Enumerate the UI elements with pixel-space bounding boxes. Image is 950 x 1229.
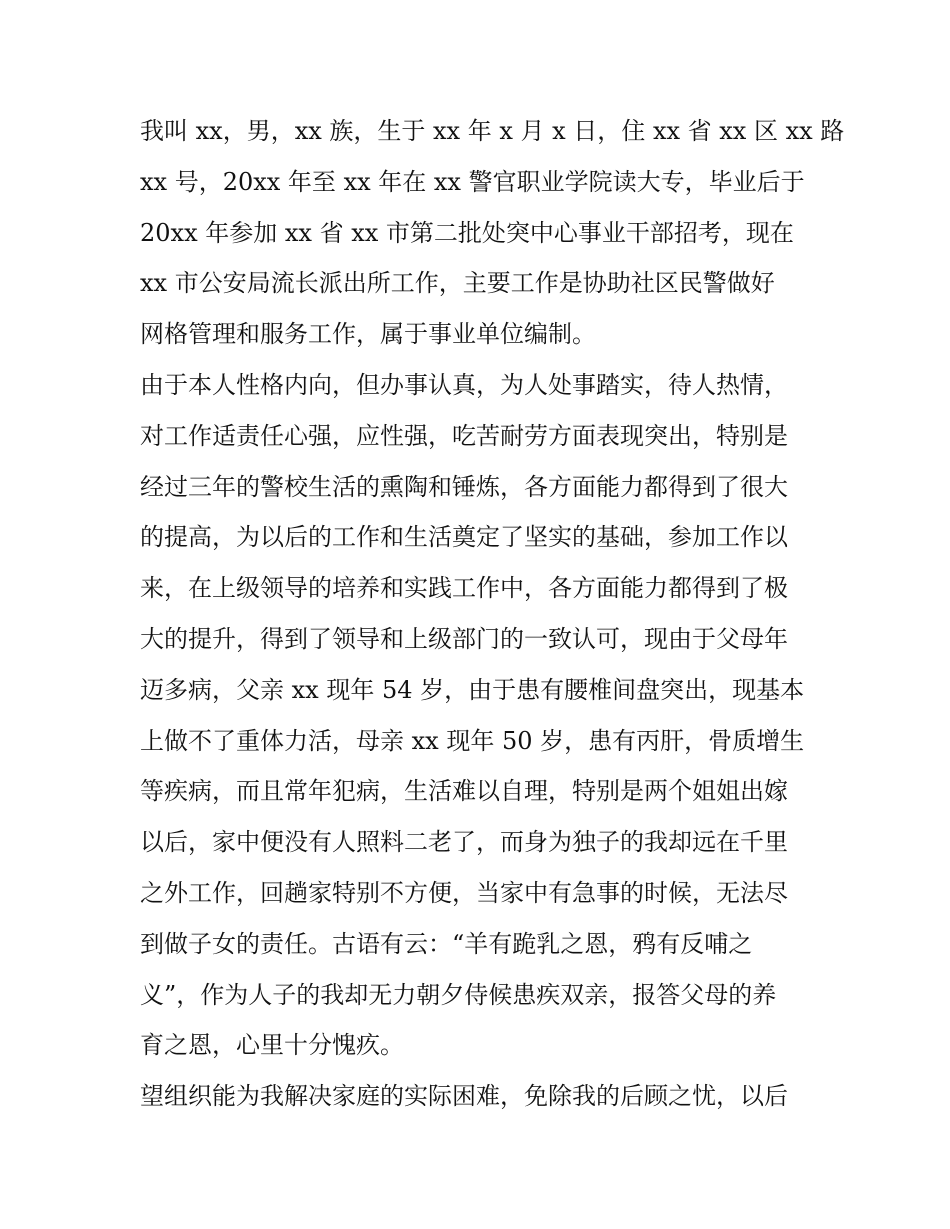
text-line: 我叫 xx，男，xx 族，生于 xx 年 x 月 x 日，住 xx 省 xx 区 xx 路 [140, 117, 845, 145]
text-line: 上做不了重体力活，母亲 xx 现年 50 岁，患有丙肝，骨质增生 [140, 726, 805, 755]
document-body [140, 106, 845, 1122]
text-line: 迈多病，父亲 xx 现年 54 岁，由于患有腰椎间盘突出，现基本 [140, 675, 805, 704]
text-line: 来，在上级领导的培养和实践工作中，各方面能力都得到了极 [140, 574, 788, 603]
paragraph-request [140, 1071, 820, 1122]
text-line: 义”，作为人子的我却无力朝夕侍候患疾双亲，报答父母的养 [140, 980, 777, 1009]
text-line: xx 市公安局流长派出所工作，主要工作是协助社区民警做好 [140, 269, 775, 298]
text-line: 大的提升，得到了领导和上级部门的一致认可，现由于父母年 [140, 624, 788, 653]
text-line: 的提高，为以后的工作和生活奠定了坚实的基础，参加工作以 [140, 523, 788, 552]
text-line: 到做子女的责任。古语有云：“羊有跪乳之恩，鸦有反哺之 [140, 929, 753, 958]
text-line: 经过三年的警校生活的熏陶和锤炼，各方面能力都得到了很大 [140, 472, 788, 501]
text-line: 之外工作，回趟家特别不方便，当家中有急事的时候，无法尽 [140, 878, 788, 907]
text-line: 由于本人性格内向，但办事认真，为人处事踏实，待人热情， [140, 370, 788, 399]
text-line: 20xx 年参加 xx 省 xx 市第二批处突中心事业干部招考，现在 [140, 218, 794, 247]
text-line: xx 号，20xx 年至 xx 年在 xx 警官职业学院读大专，毕业后于 [140, 167, 805, 196]
text-line: 等疾病，而且常年犯病，生活难以自理，特别是两个姐姐出嫁 [140, 777, 788, 806]
paragraph-personal-info [140, 106, 845, 360]
text-line: 对工作适责任心强，应性强，吃苦耐劳方面表现突出，特别是 [140, 421, 788, 450]
text-line: 以后，家中便没有人照料二老了，而身为独子的我却远在千里 [140, 828, 788, 857]
text-line: 育之恩，心里十分愧疚。 [140, 1031, 404, 1060]
paragraph-family-situation [140, 360, 820, 1071]
text-line: 望组织能为我解决家庭的实际困难，免除我的后顾之忧，以后 [140, 1082, 788, 1111]
text-line: 网格管理和服务工作，属于事业单位编制。 [140, 320, 596, 349]
